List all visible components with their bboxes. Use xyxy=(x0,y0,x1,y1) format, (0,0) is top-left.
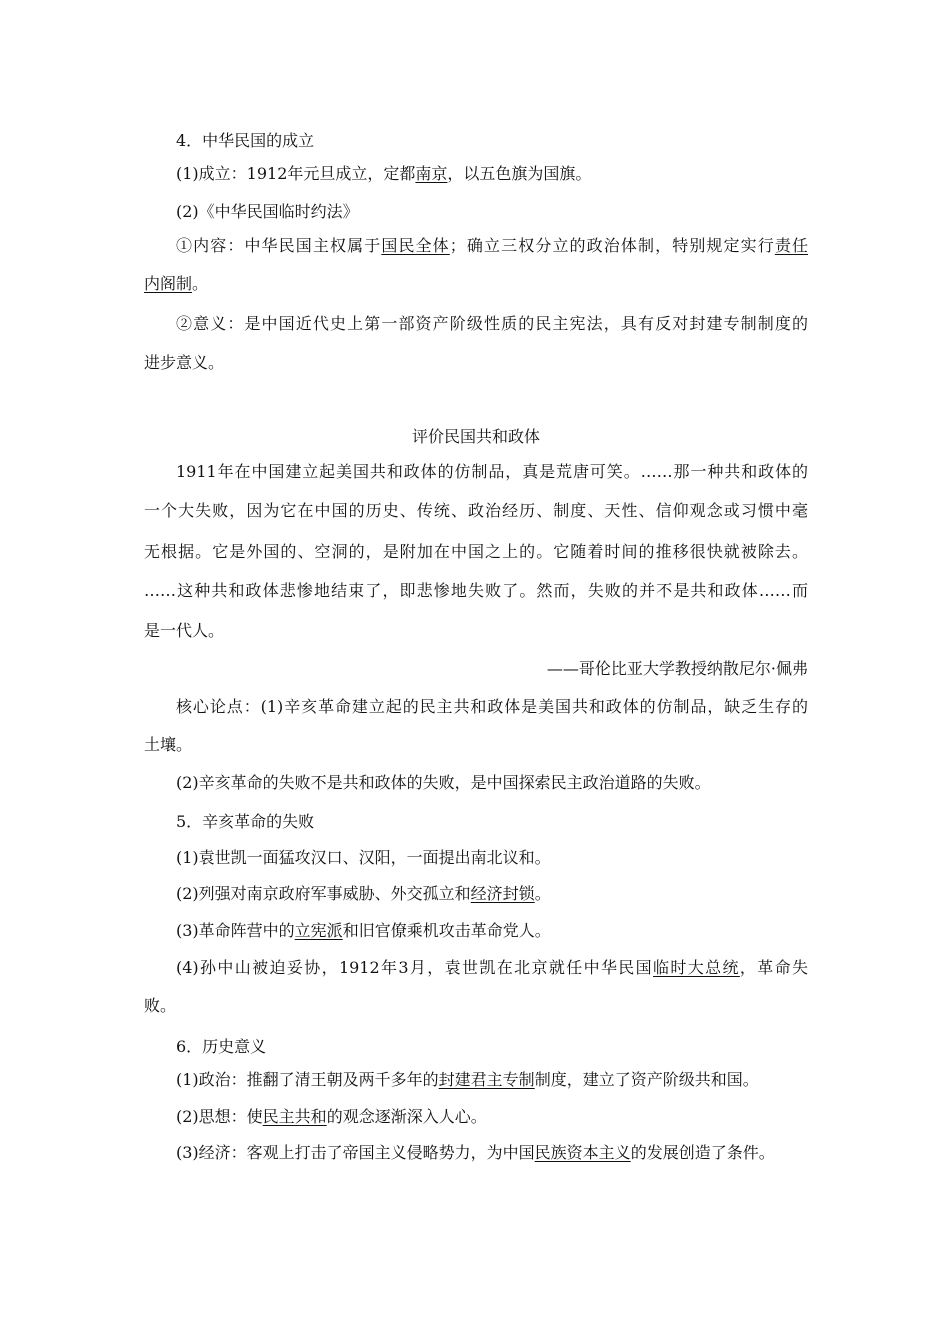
section-5-item-1 xyxy=(176,847,551,869)
underlined-answer: 责任 xyxy=(774,236,808,255)
section-5-item-2 xyxy=(176,883,551,905)
section-4-item-2 xyxy=(176,201,359,223)
item-text: (1)袁世凯一面猛攻汉口、汉阳，一面提出南北议和。 xyxy=(176,848,551,867)
quote-line-3 xyxy=(144,541,808,563)
item-text: (1)政治：推翻了清王朝及两千多年的 xyxy=(176,1070,439,1089)
item-text: (3)经济：客观上打击了帝国主义侵略势力，为中国 xyxy=(176,1143,535,1162)
underlined-answer: 国民全体 xyxy=(381,236,450,255)
meaning-line-2 xyxy=(144,352,224,374)
section-6-item-3 xyxy=(176,1142,775,1164)
item-text: ，革命失 xyxy=(739,958,808,977)
item-text: ①内容：中华民国主权属于 xyxy=(176,236,382,255)
core-point-line-1 xyxy=(176,696,808,718)
underlined-answer: 封建君主专制 xyxy=(438,1070,535,1089)
section-5-item-4 xyxy=(176,957,808,979)
core-point-2 xyxy=(176,772,711,794)
item-text: 土壤。 xyxy=(144,735,193,754)
item-text: (2)思想：使 xyxy=(176,1107,263,1126)
item-text: 核心论点：(1)辛亥革命建立起的民主共和政体是美国共和政体的仿制品，缺乏生存的 xyxy=(176,697,808,716)
item-text: ；确立三权分立的政治体制，特别规定实行 xyxy=(449,236,775,255)
quote-text: 是一代人。 xyxy=(144,621,225,640)
underlined-answer: 南京 xyxy=(415,164,448,183)
content-line-1 xyxy=(176,235,808,257)
underlined-answer: 立宪派 xyxy=(294,921,343,940)
item-text: (3)革命阵营中的 xyxy=(176,921,295,940)
content-line-2 xyxy=(144,273,208,295)
section-6-heading xyxy=(176,1036,266,1058)
quote-line-5 xyxy=(144,620,224,642)
item-text: 。 xyxy=(534,884,551,903)
quote-line-1 xyxy=(176,461,808,483)
quote-line-4 xyxy=(144,580,808,602)
underlined-answer: 民主共和 xyxy=(262,1107,327,1126)
quote-source-text: ——哥伦比亚大学教授纳散尼尔·佩弗 xyxy=(546,659,808,678)
quote-line-2 xyxy=(144,500,808,522)
box-title xyxy=(144,426,808,448)
underlined-answer: 经济封锁 xyxy=(470,884,535,903)
item-text: 进步意义。 xyxy=(144,353,225,372)
item-text: (2)列强对南京政府军事威胁、外交孤立和 xyxy=(176,884,471,903)
item-text: ②意义：是中国近代史上第一部资产阶级性质的民主宪法，具有反对封建专制制度的 xyxy=(176,314,808,333)
section-5-item-4-cont xyxy=(144,995,176,1017)
box-title-text: 评价民国共和政体 xyxy=(411,427,540,446)
quote-text: 1911年在中国建立起美国共和政体的仿制品，真是荒唐可笑。……那一种共和政体的 xyxy=(176,462,808,481)
section-5-heading-text: 5．辛亥革命的失败 xyxy=(176,812,315,831)
section-6-item-1 xyxy=(176,1069,759,1091)
item-text: (2)辛亥革命的失败不是共和政体的失败，是中国探索民主政治道路的失败。 xyxy=(176,773,711,792)
item-text: (2)《中华民国临时约法》 xyxy=(176,202,359,221)
quote-text: 无根据。它是外国的、空洞的，是附加在中国之上的。它随着时间的推移很快就被除去。 xyxy=(144,542,808,561)
item-text: 和旧官僚乘机攻击革命党人。 xyxy=(342,921,551,940)
section-5-heading xyxy=(176,811,314,833)
underlined-answer: 临时大总统 xyxy=(653,958,740,977)
section-6-heading-text: 6．历史意义 xyxy=(176,1037,267,1056)
section-6-item-2 xyxy=(176,1106,487,1128)
item-text: ，以五色旗为国旗。 xyxy=(447,164,592,183)
item-text: 的观念逐渐深入人心。 xyxy=(326,1107,487,1126)
core-point-line-2 xyxy=(144,734,192,756)
item-text: 制度，建立了资产阶级共和国。 xyxy=(534,1070,759,1089)
meaning-line-1 xyxy=(176,313,808,335)
section-4-heading xyxy=(176,130,314,152)
quote-source xyxy=(144,658,808,680)
section-4-heading-text: 4．中华民国的成立 xyxy=(176,131,315,150)
section-4-item-1 xyxy=(176,163,591,185)
section-5-item-3 xyxy=(176,920,551,942)
underlined-answer: 内阁制 xyxy=(144,274,193,293)
item-text: (4)孙中山被迫妥协，1912年3月，袁世凯在北京就任中华民国 xyxy=(176,958,654,977)
item-text: 的发展创造了条件。 xyxy=(630,1143,775,1162)
quote-text: 一个大失败，因为它在中国的历史、传统、政治经历、制度、天性、信仰观念或习惯中毫 xyxy=(144,501,808,520)
item-text: 败。 xyxy=(144,996,177,1015)
item-text: 。 xyxy=(192,274,209,293)
quote-text: ……这种共和政体悲惨地结束了，即悲惨地失败了。然而，失败的并不是共和政体……而 xyxy=(144,581,808,600)
item-text: (1)成立：1912年元旦成立，定都 xyxy=(176,164,416,183)
underlined-answer: 民族资本主义 xyxy=(534,1143,631,1162)
